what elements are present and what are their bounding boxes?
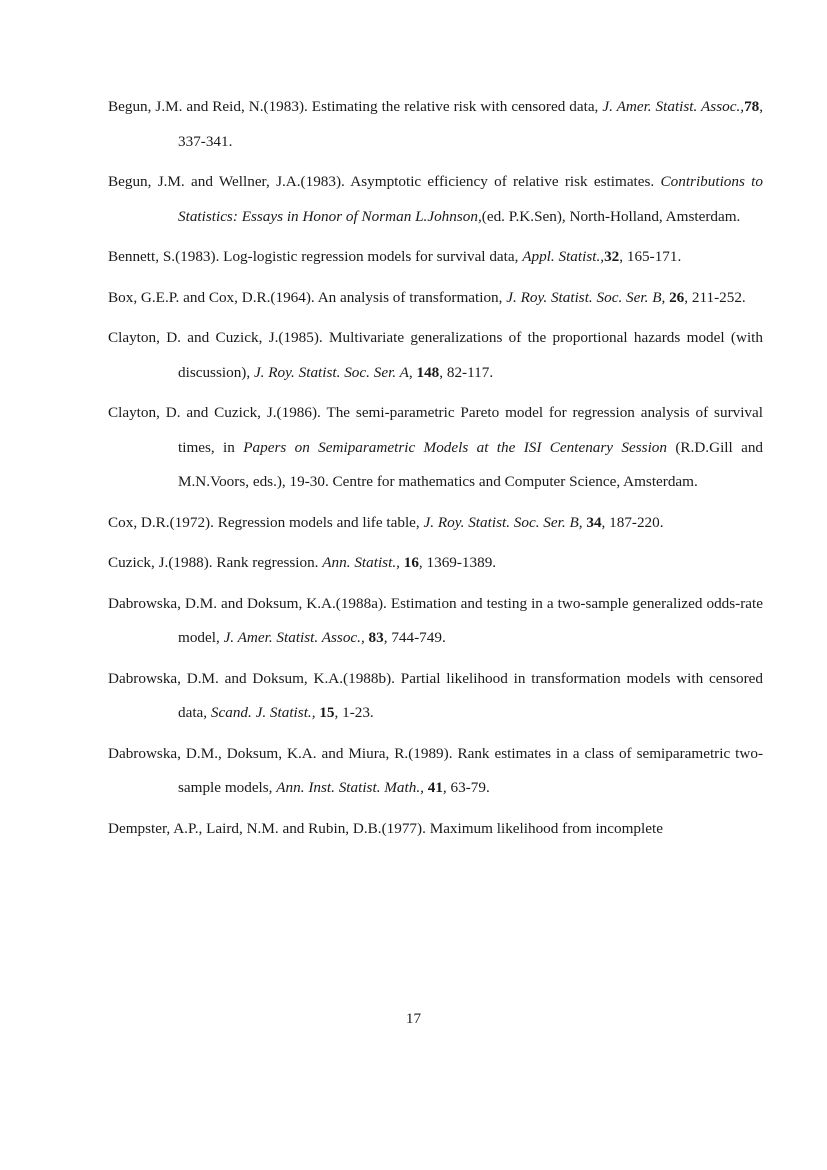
reference-title: Estimating the relative risk with censored data, bbox=[311, 98, 599, 115]
reference-journal: J. Amer. Statist. Assoc., bbox=[602, 98, 745, 115]
reference-title: Rank regression. bbox=[216, 554, 319, 571]
reference-authors: Begun, J.M. and Wellner, J.A.(1983). bbox=[108, 173, 345, 190]
reference-list bbox=[108, 90, 763, 846]
reference-journal: J. Amer. Statist. Assoc., bbox=[223, 629, 365, 646]
reference-pages: , 82-117. bbox=[439, 363, 494, 381]
reference-volume: 83 bbox=[368, 629, 384, 646]
reference-journal: Ann. Inst. Statist. Math., bbox=[276, 779, 424, 796]
reference-pages: , 165-171. bbox=[619, 248, 682, 265]
reference-item bbox=[108, 587, 763, 656]
reference-volume: 78 bbox=[744, 98, 760, 115]
reference-item bbox=[108, 90, 763, 159]
reference-authors: Bennett, S.(1983). bbox=[108, 248, 220, 265]
reference-pages: , 1-23. bbox=[334, 704, 374, 721]
reference-item bbox=[108, 165, 763, 234]
reference-item bbox=[108, 506, 763, 541]
reference-title: The semi-parametric Pareto model for regression analysis of survival times, in bbox=[178, 404, 763, 456]
reference-item bbox=[108, 546, 763, 581]
reference-volume: 32 bbox=[604, 248, 620, 265]
reference-journal: Ann. Statist., bbox=[322, 554, 400, 571]
reference-pages: , 63-79. bbox=[442, 779, 490, 796]
reference-publisher: (ed. P.K.Sen), North-Holland, Amsterdam. bbox=[481, 207, 741, 225]
reference-pages: , 1369-1389. bbox=[418, 554, 497, 571]
reference-authors: Clayton, D. and Cuzick, J.(1986). bbox=[108, 404, 321, 421]
reference-title: Log-logistic regression models for survival data, bbox=[223, 248, 519, 265]
reference-journal: Scand. J. Statist., bbox=[210, 704, 316, 721]
reference-book: Contributions to Statistics: Essays in Honor of Norman L.Johnson, bbox=[178, 173, 763, 225]
reference-title: Maximum likelihood from incomplete bbox=[429, 819, 663, 837]
reference-volume: 15 bbox=[319, 704, 335, 721]
reference-title: Regression models and life table, bbox=[217, 513, 420, 531]
reference-item bbox=[108, 737, 763, 806]
reference-item bbox=[108, 396, 763, 500]
reference-authors: Begun, J.M. and Reid, N.(1983). bbox=[108, 98, 308, 115]
reference-title: Rank estimates in a class of semiparametric two-sample models, bbox=[178, 744, 763, 796]
reference-item bbox=[108, 662, 763, 731]
reference-item bbox=[108, 321, 763, 390]
reference-item bbox=[108, 812, 763, 847]
reference-volume: 34 bbox=[586, 513, 602, 531]
reference-authors: Box, G.E.P. and Cox, D.R.(1964). bbox=[108, 288, 315, 306]
reference-journal: J. Roy. Statist. Soc. Ser. B, bbox=[506, 288, 666, 306]
page-number: 17 bbox=[405, 1010, 422, 1027]
reference-pages: , 187-220. bbox=[601, 513, 664, 531]
reference-authors: Dabrowska, D.M., Doksum, K.A. and Miura, R.(1989). bbox=[108, 744, 453, 762]
reference-volume: 16 bbox=[403, 554, 419, 571]
reference-title: Estimation and testing in a two-sample generalized odds-rate model, bbox=[178, 594, 764, 646]
reference-authors: Dempster, A.P., Laird, N.M. and Rubin, D.B.(1977). bbox=[108, 819, 426, 837]
reference-volume: 148 bbox=[416, 363, 440, 381]
reference-journal: J. Roy. Statist. Soc. Ser. A, bbox=[253, 363, 413, 381]
reference-title: Asymptotic efficiency of relative risk estimates. bbox=[350, 173, 655, 190]
reference-authors: Dabrowska, D.M. and Doksum, K.A.(1988a). bbox=[108, 594, 387, 612]
reference-proceedings: Papers on Semiparametric Models at the ISI Centenary Session bbox=[243, 438, 667, 456]
reference-title: An analysis of transformation, bbox=[317, 288, 503, 306]
reference-authors: Dabrowska, D.M. and Doksum, K.A.(1988b). bbox=[108, 669, 395, 687]
reference-authors: Cox, D.R.(1972). bbox=[108, 513, 214, 531]
reference-title: Partial likelihood in transformation models with censored data, bbox=[178, 669, 764, 721]
reference-journal: J. Roy. Statist. Soc. Ser. B, bbox=[423, 513, 583, 531]
reference-authors: Clayton, D. and Cuzick, J.(1985). bbox=[108, 329, 323, 346]
reference-item bbox=[108, 240, 763, 275]
reference-publisher: (R.D.Gill and M.N.Voors, eds.), 19-30. Centre for mathematics and Computer Science, Amsterdam. bbox=[178, 438, 764, 490]
reference-journal: Appl. Statist., bbox=[522, 248, 605, 265]
reference-volume: 26 bbox=[669, 288, 685, 306]
reference-pages: , 744-749. bbox=[383, 629, 446, 646]
reference-pages: , 337-341. bbox=[178, 98, 764, 150]
reference-volume: 41 bbox=[427, 779, 443, 796]
reference-title: Multivariate generalizations of the proportional hazards model (with discussion), bbox=[178, 329, 763, 381]
reference-item bbox=[108, 281, 763, 316]
reference-pages: , 211-252. bbox=[684, 288, 746, 306]
reference-authors: Cuzick, J.(1988). bbox=[108, 554, 213, 571]
